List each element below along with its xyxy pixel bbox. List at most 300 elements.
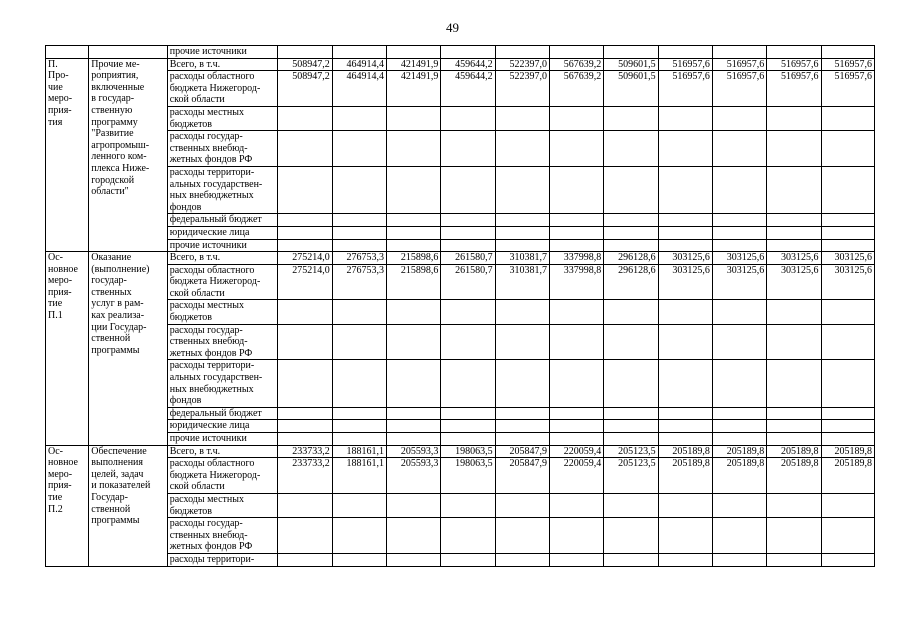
source-line: расходы территори- (169, 553, 255, 565)
value-cell (278, 433, 332, 446)
table-row (46, 58, 875, 71)
value-cell (658, 493, 712, 517)
value-cell (387, 493, 441, 517)
source-line: федеральный бюджет (169, 214, 262, 226)
value-cell: 516957,6 (821, 71, 875, 107)
value-cell (767, 166, 821, 213)
value-cell (495, 214, 549, 227)
value-cell: 205189,8 (658, 458, 712, 494)
value-cell: 516957,6 (712, 58, 766, 71)
source-line: Всего, в т.ч. (169, 252, 221, 264)
measure-name-line: выполнения (91, 457, 143, 469)
value-cell (658, 131, 712, 167)
value-cell: 516957,6 (712, 71, 766, 107)
measure-name-line: программу (91, 116, 138, 128)
value-cell (712, 226, 766, 239)
table-row (46, 252, 875, 265)
value-cell: 516957,6 (767, 58, 821, 71)
source-line: расходы областного (169, 71, 255, 83)
value-cell: 275214,0 (278, 252, 332, 265)
value-cell: 198063,5 (441, 445, 495, 458)
table-row (46, 433, 875, 446)
value-cell (495, 360, 549, 407)
value-cell: 261580,7 (441, 252, 495, 265)
value-cell (495, 106, 549, 130)
value-cell: 337998,8 (549, 252, 603, 265)
value-cell: 275214,0 (278, 264, 332, 300)
value-cell (658, 420, 712, 433)
status-cell (46, 58, 89, 252)
measure-name-cell (89, 445, 167, 566)
value-cell (387, 300, 441, 324)
value-cell (658, 433, 712, 446)
source-line: жетных фондов РФ (169, 541, 253, 553)
value-cell (767, 420, 821, 433)
value-cell (332, 239, 386, 252)
value-cell: 188161,1 (332, 445, 386, 458)
value-cell (495, 420, 549, 433)
status-line: П. (48, 58, 58, 70)
value-cell (658, 553, 712, 566)
value-cell: 459644,2 (441, 71, 495, 107)
table-row (46, 300, 875, 324)
value-cell (441, 493, 495, 517)
value-cell: 205593,3 (387, 458, 441, 494)
value-cell: 522397,0 (495, 58, 549, 71)
source-cell (167, 420, 278, 433)
value-cell (278, 214, 332, 227)
table-row (46, 46, 875, 59)
source-cell (167, 324, 278, 360)
measure-name-line: ственных (91, 286, 132, 298)
value-cell: 303125,6 (767, 252, 821, 265)
value-cell (495, 324, 549, 360)
value-cell (549, 106, 603, 130)
value-cell (278, 300, 332, 324)
value-cell (387, 324, 441, 360)
status-line: тие (48, 491, 63, 503)
value-cell (278, 239, 332, 252)
value-cell (712, 214, 766, 227)
value-cell (332, 214, 386, 227)
value-cell (278, 226, 332, 239)
source-line: жетных фондов РФ (169, 154, 253, 166)
value-cell (658, 46, 712, 59)
value-cell: 220059,4 (549, 458, 603, 494)
value-cell: 516957,6 (658, 71, 712, 107)
measure-name-line: ленного ком- (91, 151, 147, 163)
value-cell (278, 420, 332, 433)
value-cell (387, 518, 441, 554)
source-line: ных внебюджетных (169, 383, 254, 395)
table-row (46, 420, 875, 433)
value-cell (441, 433, 495, 446)
source-cell (167, 166, 278, 213)
value-cell (441, 214, 495, 227)
value-cell: 522397,0 (495, 71, 549, 107)
value-cell (495, 493, 549, 517)
value-cell: 205189,8 (767, 458, 821, 494)
value-cell (604, 226, 658, 239)
value-cell (387, 433, 441, 446)
value-cell (441, 46, 495, 59)
table-body (46, 46, 875, 567)
value-cell (658, 360, 712, 407)
measure-name-line: государ- (91, 275, 127, 287)
value-cell (495, 226, 549, 239)
source-line: альных государствен- (169, 178, 263, 190)
status-line: меро- (48, 93, 73, 105)
value-cell (767, 493, 821, 517)
value-cell (767, 131, 821, 167)
source-cell (167, 360, 278, 407)
source-line: расходы государ- (169, 131, 243, 143)
value-cell (441, 226, 495, 239)
value-cell: 233733,2 (278, 458, 332, 494)
table-row (46, 166, 875, 213)
source-cell (167, 214, 278, 227)
value-cell (821, 493, 875, 517)
source-line: жетных фондов РФ (169, 347, 253, 359)
source-line: ской области (169, 287, 225, 299)
value-cell (604, 106, 658, 130)
value-cell (387, 407, 441, 420)
value-cell (767, 46, 821, 59)
source-line: федеральный бюджет (169, 407, 262, 419)
value-cell (767, 106, 821, 130)
value-cell: 276753,3 (332, 252, 386, 265)
measure-name-line: включенные (91, 81, 145, 93)
value-cell (332, 407, 386, 420)
measure-name-cell (89, 252, 167, 446)
value-cell (549, 407, 603, 420)
value-cell (332, 360, 386, 407)
value-cell: 205847,9 (495, 458, 549, 494)
value-cell: 205189,8 (767, 445, 821, 458)
value-cell (658, 407, 712, 420)
value-cell: 205189,8 (712, 458, 766, 494)
value-cell (549, 131, 603, 167)
value-cell (712, 300, 766, 324)
value-cell (549, 226, 603, 239)
value-cell: 215898,6 (387, 252, 441, 265)
measure-name-line: Прочие ме- (91, 58, 140, 70)
value-cell (821, 407, 875, 420)
source-line: альных государствен- (169, 372, 263, 384)
value-cell (387, 214, 441, 227)
measure-name-line: плекса Ниже- (91, 162, 150, 174)
source-cell (167, 458, 278, 494)
source-line: ской области (169, 94, 225, 106)
measure-name-line: программы (91, 515, 140, 527)
source-label: прочие источники (169, 46, 247, 57)
source-line: расходы государ- (169, 518, 243, 530)
value-cell (387, 226, 441, 239)
table-row (46, 106, 875, 130)
source-line: юридические лица (169, 226, 250, 238)
value-cell (387, 420, 441, 433)
source-cell (167, 106, 278, 130)
value-cell (712, 46, 766, 59)
value-cell (441, 518, 495, 554)
measure-name-line: услуг в рам- (91, 298, 144, 310)
value-cell (767, 214, 821, 227)
value-cell: 303125,6 (658, 264, 712, 300)
value-cell (441, 166, 495, 213)
table-row (46, 239, 875, 252)
value-cell (712, 106, 766, 130)
value-cell (387, 239, 441, 252)
value-cell (495, 518, 549, 554)
value-cell (821, 131, 875, 167)
table-row (46, 493, 875, 517)
source-line: бюджета Нижегород- (169, 469, 261, 481)
value-cell (495, 407, 549, 420)
status-line: новное (48, 263, 78, 275)
measure-name-line: целей, задач (91, 468, 144, 480)
source-cell (167, 445, 278, 458)
source-cell (167, 264, 278, 300)
status-line: меро- (48, 275, 73, 287)
value-cell (604, 46, 658, 59)
table-row (46, 407, 875, 420)
value-cell (549, 324, 603, 360)
value-cell (604, 433, 658, 446)
value-cell (712, 166, 766, 213)
value-cell (712, 420, 766, 433)
source-cell (167, 252, 278, 265)
source-line: ных внебюджетных (169, 190, 254, 202)
value-cell (821, 46, 875, 59)
value-cell: 303125,6 (821, 264, 875, 300)
source-cell (167, 239, 278, 252)
value-cell (441, 131, 495, 167)
source-line: расходы местных (169, 300, 244, 312)
source-line: бюджетов (169, 312, 213, 324)
source-line: расходы областного (169, 264, 255, 276)
value-cell (549, 433, 603, 446)
value-cell: 205123,5 (604, 458, 658, 494)
value-cell (604, 324, 658, 360)
value-cell: 276753,3 (332, 264, 386, 300)
value-cell: 516957,6 (658, 58, 712, 71)
value-cell: 337998,8 (549, 264, 603, 300)
value-cell (767, 553, 821, 566)
value-cell: 296128,6 (604, 252, 658, 265)
value-cell: 310381,7 (495, 264, 549, 300)
value-cell (278, 324, 332, 360)
value-cell (441, 300, 495, 324)
source-line: фондов (169, 395, 202, 407)
value-cell (495, 239, 549, 252)
value-cell (604, 239, 658, 252)
value-cell (712, 553, 766, 566)
value-cell (332, 106, 386, 130)
status-line: Ос- (48, 252, 63, 264)
source-cell (167, 553, 278, 566)
value-cell (604, 300, 658, 324)
value-cell: 421491,9 (387, 71, 441, 107)
source-cell (167, 226, 278, 239)
value-cell (278, 166, 332, 213)
source-line: ской области (169, 481, 225, 493)
value-cell: 303125,6 (821, 252, 875, 265)
measure-name-line: Государ- (91, 491, 128, 503)
value-cell (658, 214, 712, 227)
value-cell: 205189,8 (658, 445, 712, 458)
value-cell (278, 106, 332, 130)
value-cell: 459644,2 (441, 58, 495, 71)
value-cell (549, 493, 603, 517)
value-cell (441, 239, 495, 252)
value-cell (441, 407, 495, 420)
value-cell (712, 518, 766, 554)
value-cell (549, 46, 603, 59)
value-cell (604, 553, 658, 566)
value-cell (441, 324, 495, 360)
value-cell: 205189,8 (821, 445, 875, 458)
value-cell: 310381,7 (495, 252, 549, 265)
source-line: юридические лица (169, 420, 250, 432)
value-cell (821, 360, 875, 407)
value-cell (604, 518, 658, 554)
value-cell (821, 420, 875, 433)
value-cell (658, 106, 712, 130)
source-line: бюджета Нижегород- (169, 276, 261, 288)
measure-name-line: и показателей (91, 480, 151, 492)
value-cell (604, 493, 658, 517)
value-cell: 509601,5 (604, 71, 658, 107)
value-cell (712, 324, 766, 360)
value-cell (495, 166, 549, 213)
status-cell (46, 252, 89, 446)
table-row (46, 360, 875, 407)
value-cell: 567639,2 (549, 71, 603, 107)
value-cell (767, 239, 821, 252)
source-line: Всего, в т.ч. (169, 445, 221, 457)
value-cell (441, 360, 495, 407)
value-cell (604, 407, 658, 420)
source-line: бюджетов (169, 118, 213, 130)
table-row (46, 71, 875, 107)
value-cell (332, 300, 386, 324)
value-cell (495, 553, 549, 566)
value-cell (604, 360, 658, 407)
status-line: П.1 (48, 310, 63, 322)
value-cell (332, 324, 386, 360)
value-cell (767, 324, 821, 360)
value-cell (767, 360, 821, 407)
value-cell (549, 553, 603, 566)
measure-name-cell (89, 58, 167, 252)
value-cell: 303125,6 (712, 252, 766, 265)
value-cell: 516957,6 (821, 58, 875, 71)
value-cell (387, 131, 441, 167)
value-cell (658, 518, 712, 554)
measure-name-line: (выполнение) (91, 263, 150, 275)
source-cell (167, 71, 278, 107)
value-cell (441, 106, 495, 130)
status-line: прия- (48, 286, 72, 298)
table-row (46, 214, 875, 227)
value-cell: 464914,4 (332, 58, 386, 71)
value-cell: 220059,4 (549, 445, 603, 458)
measure-name-line: ках реализа- (91, 310, 145, 322)
source-line: Всего, в т.ч. (169, 58, 221, 70)
table-row (46, 264, 875, 300)
value-cell (712, 239, 766, 252)
value-cell (549, 420, 603, 433)
table-row (46, 458, 875, 494)
source-cell (167, 493, 278, 517)
source-cell (167, 46, 278, 59)
value-cell (821, 226, 875, 239)
page-number: 49 (446, 20, 459, 35)
source-line: фондов (169, 201, 202, 213)
value-cell (332, 131, 386, 167)
value-cell (387, 166, 441, 213)
value-cell (821, 239, 875, 252)
value-cell (658, 166, 712, 213)
value-cell (821, 166, 875, 213)
value-cell (821, 433, 875, 446)
measure-name-line: в государ- (91, 93, 135, 105)
value-cell (604, 131, 658, 167)
value-cell (658, 300, 712, 324)
value-cell (332, 46, 386, 59)
table-row (46, 553, 875, 566)
value-cell: 509601,5 (604, 58, 658, 71)
source-cell (167, 131, 278, 167)
status-line: Ос- (48, 445, 63, 457)
status-line: тия (48, 116, 63, 128)
measure-name-line: области" (91, 186, 129, 198)
value-cell (712, 360, 766, 407)
status-line: Про- (48, 70, 69, 82)
value-cell (549, 518, 603, 554)
value-cell (278, 407, 332, 420)
source-line: расходы территори- (169, 360, 255, 372)
value-cell (332, 226, 386, 239)
status-line: чие (48, 81, 63, 93)
value-cell (821, 106, 875, 130)
measure-name-line: программы (91, 344, 140, 356)
value-cell (821, 300, 875, 324)
value-cell: 508947,2 (278, 58, 332, 71)
measure-name-line: ственную (91, 104, 133, 116)
value-cell (495, 46, 549, 59)
value-cell: 516957,6 (767, 71, 821, 107)
value-cell (332, 518, 386, 554)
value-cell: 188161,1 (332, 458, 386, 494)
table-row (46, 131, 875, 167)
value-cell (549, 300, 603, 324)
source-line: расходы местных (169, 493, 244, 505)
table-row (46, 226, 875, 239)
source-cell (167, 433, 278, 446)
status-line: меро- (48, 468, 73, 480)
value-cell (387, 46, 441, 59)
value-cell: 303125,6 (712, 264, 766, 300)
value-cell (441, 553, 495, 566)
value-cell: 233733,2 (278, 445, 332, 458)
value-cell (441, 420, 495, 433)
source-cell (167, 407, 278, 420)
value-cell (278, 131, 332, 167)
value-cell (495, 433, 549, 446)
value-cell (658, 324, 712, 360)
value-cell: 198063,5 (441, 458, 495, 494)
